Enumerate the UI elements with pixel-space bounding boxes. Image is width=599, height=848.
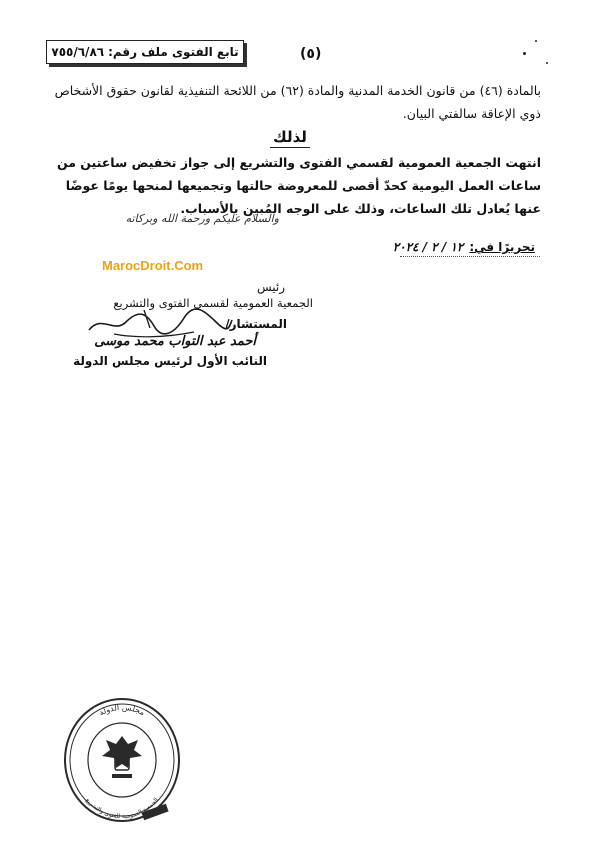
handwritten-signature [84, 304, 234, 344]
seal-text-bottom: الجمعية العمومية للفتوى والتشريع [84, 796, 160, 821]
dated-line [393, 240, 535, 254]
paragraph-articles: بالمادة (٤٦) من قانون الخدمة المدنية والمادة (٦٢) من اللائحة التنفيذية لقانون حقوق الأشخاص ذوي الإعاقة سالفتي البيان. [54, 83, 541, 121]
assembly-name: الجمعية العمومية لقسمي الفتوى والتشريع [113, 296, 313, 310]
counselor-label: المستشار/ [225, 317, 287, 331]
dated-underline [400, 256, 540, 257]
file-number-box [46, 40, 244, 64]
file-label: تابع الفتوى ملف رقم: [108, 45, 239, 59]
speck [535, 40, 537, 42]
signatory-title: النائب الأول لرئيس مجلس الدولة [73, 354, 267, 368]
dated-value: ١٢ / ٢ / ٢٠٢٤ [392, 240, 464, 254]
seal-text-top: مجلس الدولة [97, 702, 147, 718]
speck [523, 52, 526, 55]
watermark: MarocDroit.Com [102, 258, 204, 273]
dated-label: تحريرًا في: [469, 240, 535, 254]
page-number: (٥) [300, 46, 322, 62]
president-label: رئيس [256, 280, 285, 294]
paragraph-ruling: انتهت الجمعية العمومية لقسمي الفتوى والتشريع إلى جواز تخفيض ساعتين من ساعات العمل اليومية كحدّ أقصى للمعروضة حالتها وتجميعها لمنحها يومًا عوضًا عنها يُعادل تلك الساعات، وذلك على الوجه المُبين بالأسباب. [56, 155, 541, 216]
official-seal [62, 696, 182, 824]
salutation: والسلام عليكم ورحمة الله وبركاته [125, 212, 279, 225]
conclusion-heading: لذلك [230, 128, 350, 146]
file-number: ٧٥٥/٦/٨٦ [51, 45, 105, 59]
signatory-name: أحمد عبد التواب محمد موسى [94, 334, 256, 349]
speck [546, 62, 548, 64]
eagle-emblem-icon [102, 736, 142, 778]
